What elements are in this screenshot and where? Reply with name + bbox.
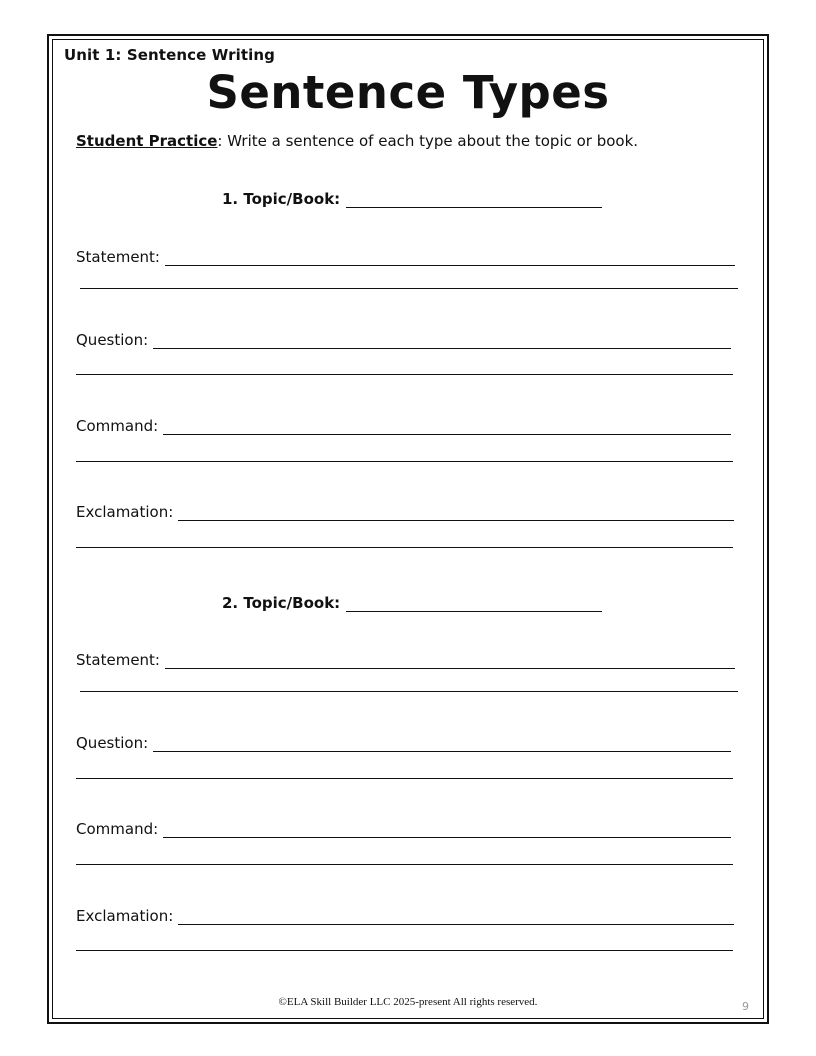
write-line[interactable] (76, 547, 733, 548)
command-field-1[interactable] (76, 417, 731, 435)
topic-book-label: 1. Topic/Book: (222, 190, 341, 208)
write-line[interactable] (153, 334, 731, 349)
write-line[interactable] (80, 691, 738, 692)
topic-book-blank[interactable] (346, 193, 602, 208)
write-line[interactable] (76, 374, 733, 375)
page-border-inner (52, 39, 764, 1019)
write-line[interactable] (178, 506, 734, 521)
write-line[interactable] (163, 823, 731, 838)
command-field-2[interactable] (76, 820, 731, 838)
statement-field-2[interactable] (76, 651, 735, 669)
page-title: Sentence Types (206, 66, 610, 119)
unit-label: Unit 1: Sentence Writing (64, 46, 275, 64)
page-number: 9 (742, 1000, 749, 1013)
write-line[interactable] (163, 420, 731, 435)
field-label: Command: (76, 820, 159, 838)
topic-book-1[interactable] (222, 190, 602, 208)
write-line[interactable] (80, 288, 738, 289)
field-label: Question: (76, 331, 149, 349)
field-label: Statement: (76, 651, 160, 669)
instructions-text: : Write a sentence of each type about the topic or book. (217, 132, 639, 150)
exclamation-field-1[interactable] (76, 503, 734, 521)
write-line[interactable] (76, 950, 733, 951)
write-line[interactable] (76, 461, 733, 462)
copyright-footer: ©ELA Skill Builder LLC 2025-present All rights reserved. (278, 996, 538, 1008)
instructions-lead: Student Practice (76, 132, 218, 150)
topic-book-blank[interactable] (346, 597, 602, 612)
field-label: Exclamation: (76, 503, 174, 521)
field-label: Question: (76, 734, 149, 752)
write-line[interactable] (165, 251, 735, 266)
write-line[interactable] (178, 910, 734, 925)
write-line[interactable] (165, 654, 735, 669)
field-label: Statement: (76, 248, 160, 266)
field-label: Exclamation: (76, 907, 174, 925)
topic-book-label: 2. Topic/Book: (222, 594, 341, 612)
question-field-1[interactable] (76, 331, 731, 349)
topic-book-2[interactable] (222, 594, 602, 612)
instructions (76, 132, 638, 150)
write-line[interactable] (76, 864, 733, 865)
statement-field-1[interactable] (76, 248, 735, 266)
question-field-2[interactable] (76, 734, 731, 752)
write-line[interactable] (153, 737, 731, 752)
exclamation-field-2[interactable] (76, 907, 734, 925)
field-label: Command: (76, 417, 159, 435)
write-line[interactable] (76, 778, 733, 779)
